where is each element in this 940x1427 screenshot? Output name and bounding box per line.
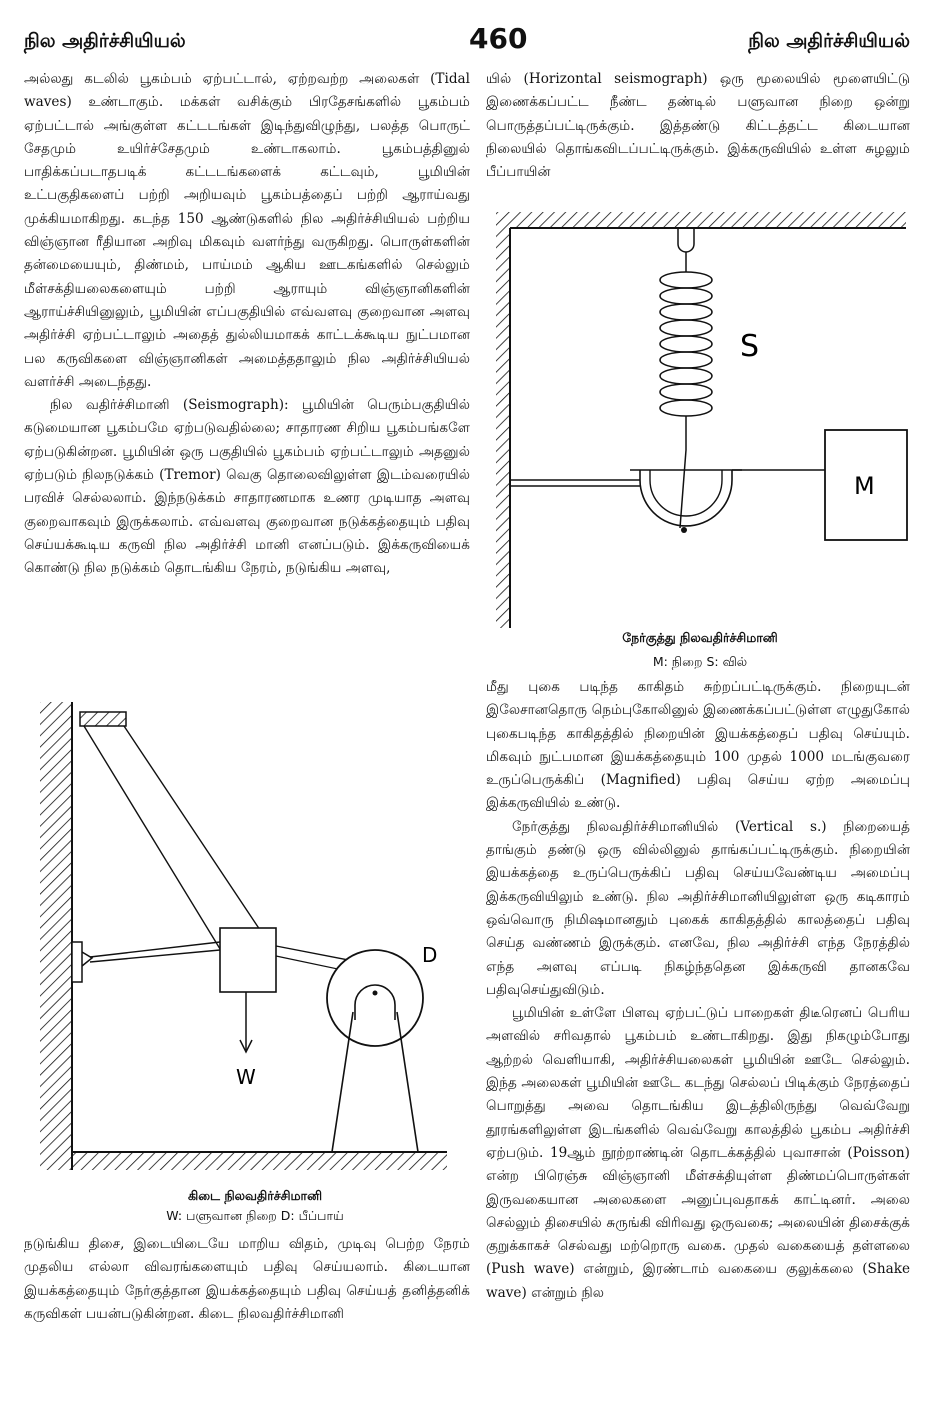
floor-hatching xyxy=(72,1152,447,1170)
right-column-top xyxy=(486,68,910,184)
paragraph: அல்லது கடலில் பூகம்பம் ஏற்பட்டால், ஏற்றவற்ற அலைகள் (Tidal waves) உண்டாகும். மக்கள் வசிக்கும் பிரதேசங்களில் பூகம்பம் ஏற்பட்டால் அங்குள்ள கட்டடங்கள் இடிந்துவிழுந்து, பலத்த பொருட் சேதமும் உயிர்ச்சேதமும் உண்டாகலாம். பூகம்பத்தினுல் பாதிக்கப்படாதபடிக் கட்டடங்களைக் கட்டவும், பூமியின் உட்பகுதிகளைப் பற்றி அறியவும் பூகம்பத்தைப் பற்றி ஆராய்வது முக்கியமாகிறது. கடந்த 150 ஆண்டுகளில் நில அதிர்ச்சியியல் பற்றிய விஞ்ஞான ரீதியான அறிவு மிகவும் வளர்ந்து வருகிறது. பொருள்களின் தன்மையையும், திண்மம், பாய்மம் ஆகிய ஊடகங்களில் செல்லும் மீள்சக்தியலைகளையும் பற்றி ஆராயும் விஞ்ஞானிகளின் ஆராய்ச்சியினுலும், பூமியின் எப்பகுதியில் எவ்வளவு குறைவான அளவு அதிர்ச்சி ஏற்பட்டாலும் அதைத் துல்லியமாகக் காட்டக்கூடிய நுட்பமான பல கருவிகளை விஞ்ஞானிகள் அமைத்ததாலும் நில அதிர்ச்சியியல் வளர்ச்சி அடைந்தது. xyxy=(24,71,470,390)
hinge-block xyxy=(72,942,82,982)
header-right-title: நில அதிர்ச்சியியல் xyxy=(748,30,910,52)
drum-outer xyxy=(327,950,423,1046)
figure-caption-title: கிடை நிலவதிர்ச்சிமானி xyxy=(187,1188,323,1203)
suspension-wire xyxy=(84,726,228,962)
figure-horizontal-seismograph xyxy=(40,690,470,1223)
paragraph-waves: பூமியின் உள்ளே பிளவு ஏற்பட்டுப் பாறைகள் திடீரெனப் பெரிய அளவில் சரிவதால் பூகம்பம் உண்டாகிறது. இது நிகழும்போது ஆற்றல் வெளியாகி, அதிர்ச்சியலைகள் பூமியின் ஊடே செல்லும். இந்த அலைகள் பூமியின் ஊடே கடந்து செல்லப் பிடிக்கும் நேரத்தைப் பொறுத்து அவை தொடங்கிய இடத்திலிருந்து வெவ்வேறு தூரங்களிலுள்ள இடங்களில் வெவ்வேறு காலத்தில் பூகம்ப அதிர்ச்சி ஏற்படும். 19ஆம் நூற்றாண்டின் தொடக்கத்தில் புவாசான் (Poisson) என்ற பிரெஞ்சு விஞ்ஞானி மீள்சக்தியுள்ள திண்மப்பொருள்கள் இருவகையான அலைகளை அனுப்புவதாகக் காட்டினர். அலை செல்லும் திசையில் சுருங்கி விரிவது ஒருவகை; அலையின் திசைக்குக் குறுக்காகச் செல்வது மற்றொரு வகை. முதல் வகையைத் தள்ளலை (Push wave) என்றும், இரண்டாம் வகையை குலுக்கலை (Shake wave) என்றும் நில xyxy=(486,1005,910,1301)
figure-vertical-seismograph xyxy=(490,208,910,678)
header-left-title: நில அதிர்ச்சியியல் xyxy=(24,30,186,52)
wall-hatching xyxy=(496,228,510,628)
vertical-seismograph-diagram xyxy=(490,208,910,628)
paragraph-horizontal: யில் (Horizontal seismograph) ஒரு மூலையில் மூளையிட்டு இணைக்கப்பட்ட நீண்ட தண்டில் பளுவான நிறை ஒன்று பொருத்தப்பட்டிருக்கும். இத்தண்டு கிட்டத்தட்ட கிடையான நிலையில் தொங்கவிடப்பட்டிருக்கும். இக்கருவியில் உள்ள சுழலும் பீப்பாயின் xyxy=(486,71,910,181)
ceiling-hatching xyxy=(496,212,906,228)
horizontal-seismograph-diagram xyxy=(40,690,470,1190)
mass-block xyxy=(220,928,276,992)
top-bracket xyxy=(80,712,126,726)
drum-label: D xyxy=(422,943,438,967)
weight-label: W xyxy=(236,1065,256,1089)
paragraph-seismograph: நில வதிர்ச்சிமானி (Seismograph): பூமியின் பெரும்பகுதியில் கடுமையான பூகம்பமே ஏற்படுவதில்லை; சாதாரண சிறிய பூகம்பங்களே ஏற்படுகின்றன. பூமியின் ஒரு பகுதியில் பூகம்பம் ஏற்பட்டாலும் அதனுல் ஏற்படும் நிலநடுக்கம் (Tremor) வெகு தொலைவிலுள்ள இடம்வரையில் பரவிச் செல்லலாம். இந்நடுக்கம் சாதாரணமாக உணர முடியாத அளவு குறைவாகவும் இருக்கலாம். எவ்வளவு குறைவான நடுக்கத்தையும் பதிவு செய்யக்கூடிய கருவி நில அதிர்ச்சி மானி எனப்படும். இக்கருவியைக் கொண்டு நில நடுக்கம் தொடங்கிய நேரம், நடுங்கிய அளவு, xyxy=(24,397,470,577)
figure-caption-key: W: பளுவான நிறை D: பீப்பாய் xyxy=(166,1208,344,1223)
right-column-bottom xyxy=(486,676,910,1305)
mass-label: M xyxy=(854,472,875,500)
cradle-pivot xyxy=(681,527,687,533)
boom-rod xyxy=(90,942,220,957)
boom-rod-lower xyxy=(90,950,220,962)
paragraph: மீது புகை படிந்த காகிதம் சுற்றப்பட்டிருக்கும். நிறையுடன் இலேசானதொரு நெம்புகோலினுல் இணைக்கப்பட்டுள்ள எழுதுகோல் புகைபடிந்த காகிதத்தில் நிறையின் இயக்கத்தைப் பதிவு செய்யும். மிகவும் நுட்பமான இயக்கத்தையும் 100 முதல் 1000 மடங்குவரை உருப்பெருக்கிப் (Magnified) பதிவு செய்ய ஏற்ற அமைப்பு இக்கருவியில் உண்டு. xyxy=(486,679,910,812)
spring-label: S xyxy=(740,329,760,364)
drum-axle xyxy=(373,991,378,996)
spring-hanger xyxy=(678,228,694,252)
figure-caption-title: நேர்குத்து நிலவதிர்ச்சிமானி xyxy=(622,630,778,645)
figure-caption-key: M: நிறை S: வில் xyxy=(652,654,748,669)
wall-hatching xyxy=(40,702,72,1170)
left-column-bottom xyxy=(24,1233,470,1326)
running-head xyxy=(24,22,910,62)
spring-coils xyxy=(660,272,712,416)
paragraph-vertical: நேர்குத்து நிலவதிர்ச்சிமானியில் (Vertical s.) நிறையைத் தாங்கும் தண்டு ஒரு வில்லினுல் தாங்கப்பட்டிருக்கும். நிறையின் இயக்கத்தை உருப்பெருக்கிப் பதிவு செய்யவேண்டிய அமைப்பு இக்கருவியிலும் உண்டு. நில அதிர்ச்சிமானியிலுள்ள ஒரு கடிகாரம் ஒவ்வொரு நிமிஷமானதும் புகைக் காகிதத்தில் காலத்தைப் பதிவு செய்த வண்ணம் இருக்கும். எனவே, நில அதிர்ச்சி எந்த நேரத்தில் எந்த அளவு எப்படி நிகழ்ந்ததென இக்கருவி தானகவே பதிவுசெய்துவிடும். xyxy=(486,818,910,998)
hinge-pivot xyxy=(82,952,92,966)
cradle-inner xyxy=(650,470,722,516)
cradle-outer xyxy=(640,470,732,526)
left-column-top xyxy=(24,68,470,581)
suspension-wire-2 xyxy=(124,726,272,948)
page-number: 460 xyxy=(469,22,528,55)
paragraph: நடுங்கிய திசை, இடையிடையே மாறிய விதம், முடிவு பெற்ற நேரம் முதலிய எல்லா விவரங்களையும் பதிவு செய்யலாம். கிடையான இயக்கத்தையும் நேர்குத்தான இயக்கத்தையும் பதிவு செய்யத் தனித்தனிக் கருவிகள் பயன்படுகின்றன. கிடை நிலவதிர்ச்சிமானி xyxy=(24,1236,470,1322)
